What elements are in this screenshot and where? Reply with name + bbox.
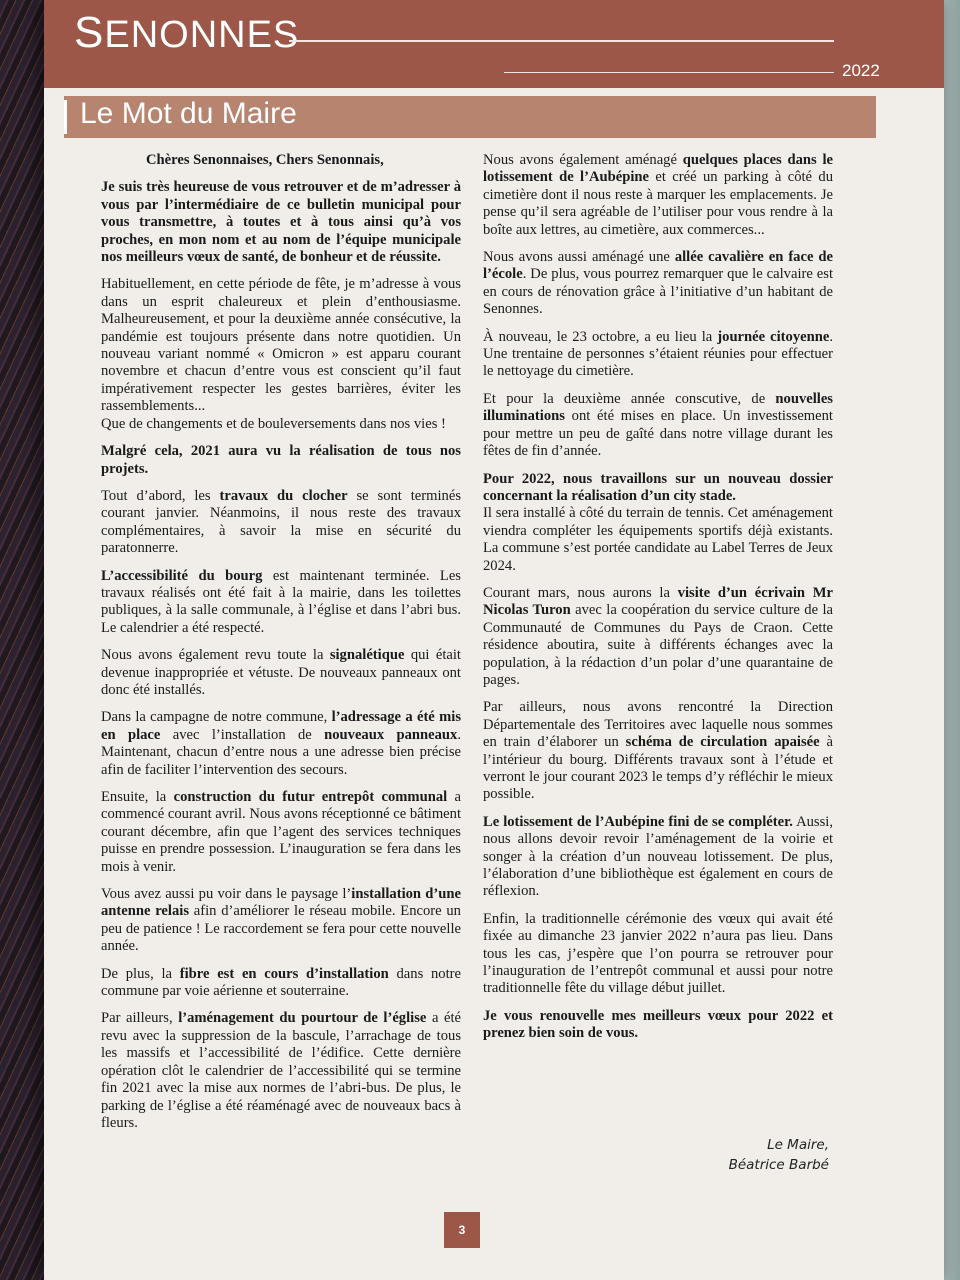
paragraph-projects: Malgré cela, 2021 aura vu la réalisation de tous nos projets.	[101, 443, 461, 477]
header-rule	[289, 40, 834, 42]
title-initial: S	[74, 8, 105, 57]
intro-paragraph: Je suis très heureuse de vous retrouver et de m’adresser à vous par l’intermédiaire de ce bulletin municipal pour vous transmettre, à toutes et à tous ainsi qu’à vos proches, en mon nom et au nom de l’équipe municipale nos meilleurs vœux de santé, de bonheur et de réussite.	[101, 179, 461, 266]
paragraph-city-stade: Il sera installé à côté du terrain de tennis. Cet aménagement viendra compléter les équipements sportifs déjà existants. La commune s’est portée candidate au Label Terres de Jeux 2024.	[483, 505, 833, 574]
signature-block	[659, 1135, 829, 1175]
paragraph-circulation: Par ailleurs, nous avons rencontré la Direction Départementale des Territoires avec laquelle nous sommes en train d’élaborer un schéma de circulation apaisée à l’intérieur du bourg. Différents travaux sont à l’étude et verront le jour courant 2023 le temps d’y réfléchir le mieux possible.	[483, 699, 833, 803]
right-column	[483, 152, 833, 1053]
greeting: Chères Senonnaises, Chers Senonnais,	[146, 152, 384, 168]
paragraph-ecrivain: Courant mars, nous aurons la visite d’un écrivain Mr Nicolas Turon avec la coopération du service culture de la Communauté de Communes du Pays de Craon. Cette résidence aboutira, suite à différents échanges avec la population, à la rédaction d’un polar d’une quarantaine de pages.	[483, 584, 834, 688]
paragraph-aubepine-places: Nous avons également aménagé quelques places dans le lotissement de l’Aubépine et créé un parking à côté du cimetière dont il nous reste à marquer les emplacements. Je pense qu’il sera agréable de l’utiliser pour vous rendre à la boîte aux lettres, au cimetière, aux commerces...	[483, 152, 834, 238]
paragraph-entrepot: Ensuite, la construction du futur entrepôt communal a commencé courant avril. Nous avons réceptionné ce bâtiment courant décembre, afin que l’agent des services techniques puisse en prendre possession. L’inauguration se fera dans les mois à venir.	[101, 789, 461, 875]
paragraph-pandemic: Habituellement, en cette période de fête, je m’adresse à vous dans un esprit chaleureux et plein d’enthousiasme. Malheureusement, et pour la deuxième année consécutive, la pandémie est toujours présente dans notre quotidien. Un nouveau variant nommé « Omicron » est apparu courant novembre et chacun d’entre vous est conscient qu’il faut impérativement respecter les gestes barrières, éviter les rassemblements...	[101, 276, 461, 415]
bulletin-title	[74, 8, 299, 58]
edition-year: 2022	[842, 61, 880, 80]
paragraph-signaletique: Nous avons également revu toute la signalétique qui était devenue inappropriée et vétuste. De nouveaux panneaux ont donc été installés.	[101, 647, 461, 698]
page-number: 3	[444, 1212, 480, 1248]
paragraph-antenne: Vous avez aussi pu voir dans le paysage l’installation d’une antenne relais afin d’améliorer le réseau mobile. Encore un peu de patience ! Le raccordement se fera pour cette nouvelle année.	[101, 886, 461, 955]
paragraph-city-stade-title: Pour 2022, nous travaillons sur un nouveau dossier concernant la réalisation d’un city stade.	[483, 470, 833, 504]
paragraph-illuminations: Et pour la deuxième année conscutive, de nouvelles illuminations ont été mises en place. Un investissement pour mettre un peu de gaîté dans notre village durant les fêtes de fin d’année.	[483, 390, 833, 460]
section-title: Le Mot du Maire	[80, 97, 297, 130]
signature-role: Le Maire,	[767, 1137, 829, 1153]
header-band	[44, 0, 944, 88]
closing-wishes: Je vous renouvelle mes meilleurs vœux pour 2022 et prenez bien soin de vous.	[483, 1007, 833, 1042]
paragraph-allee-cavaliere: Nous avons aussi aménagé une allée cavalière en face de l’école. De plus, vous pourrez remarquer que le calvaire est en cours de rénovation grâce à l’initiative d’un habitant de Senonnes.	[483, 249, 833, 318]
paragraph-journee-citoyenne: À nouveau, le 23 octobre, a eu lieu la journée citoyenne. Une trentaine de personnes s’étaient réunies pour effectuer le nettoyage du cimetière.	[483, 328, 833, 380]
paragraph-lotissement: Le lotissement de l’Aubépine fini de se compléter. Aussi, nous allons devoir revoir l’aménagement de la voirie et songer à la création d’un nouveau lotissement. De plus, l’élaboration d’une bibliothèque est également en cours de réflexion.	[483, 813, 833, 900]
paragraph-fibre: De plus, la fibre est en cours d’installation dans notre commune par voie aérienne et souterraine.	[101, 965, 461, 1000]
signature-name: Béatrice Barbé	[728, 1157, 829, 1173]
title-rest: ENONNES	[104, 14, 300, 56]
paragraph-ceremonie-voeux: Enfin, la traditionnelle cérémonie des vœux qui avait été fixée au dimanche 23 janvier 2022 n’aura pas lieu. Dans tous les cas, j’espère que l’on pourra se retrouver pour l’inauguration de l’entrepôt communal et aussi pour notre traditionnelle fête du village début juillet.	[483, 910, 833, 997]
section-title-bar	[64, 96, 876, 138]
section-title-tick	[64, 100, 67, 134]
bulletin-page	[44, 0, 944, 1280]
paragraph-clocher: Tout d’abord, les travaux du clocher se sont terminés courant janvier. Néanmoins, il nous reste des travaux complémentaires, à savoir la mise en sécurité du paratonnerre.	[101, 487, 461, 557]
header-rule-lower	[504, 72, 834, 73]
paragraph-eglise: Par ailleurs, l’aménagement du pourtour de l’église a été revu avec la suppression de la bascule, l’arrachage de tous les massifs et l’accessibilité de l’édifice. Cette dernière opération clôt le calendrier de l’accessibilité qui se termine fin 2021 avec la mise aux normes de l’abri-bus. De plus, le parking de l’église a été réaménagé avec de nouveaux bacs à fleurs.	[101, 1010, 461, 1131]
paragraph-adressage: Dans la campagne de notre commune, l’adressage a été mis en place avec l’installation de nouveaux panneaux. Maintenant, chacun d’entre nous a une adresse bien précise afin de faciliter l’intervention des secours.	[101, 709, 461, 778]
left-column	[101, 152, 461, 1142]
paragraph-accessibilite: L’accessibilité du bourg est maintenant terminée. Les travaux réalisés ont été fait à la mairie, dans les toilettes publiques, à la salle communale, à l’église et dans l’abri bus. Le calendrier a été respecté.	[101, 567, 461, 636]
paragraph-changes: Que de changements et de bouleversements dans nos vies !	[101, 415, 446, 432]
